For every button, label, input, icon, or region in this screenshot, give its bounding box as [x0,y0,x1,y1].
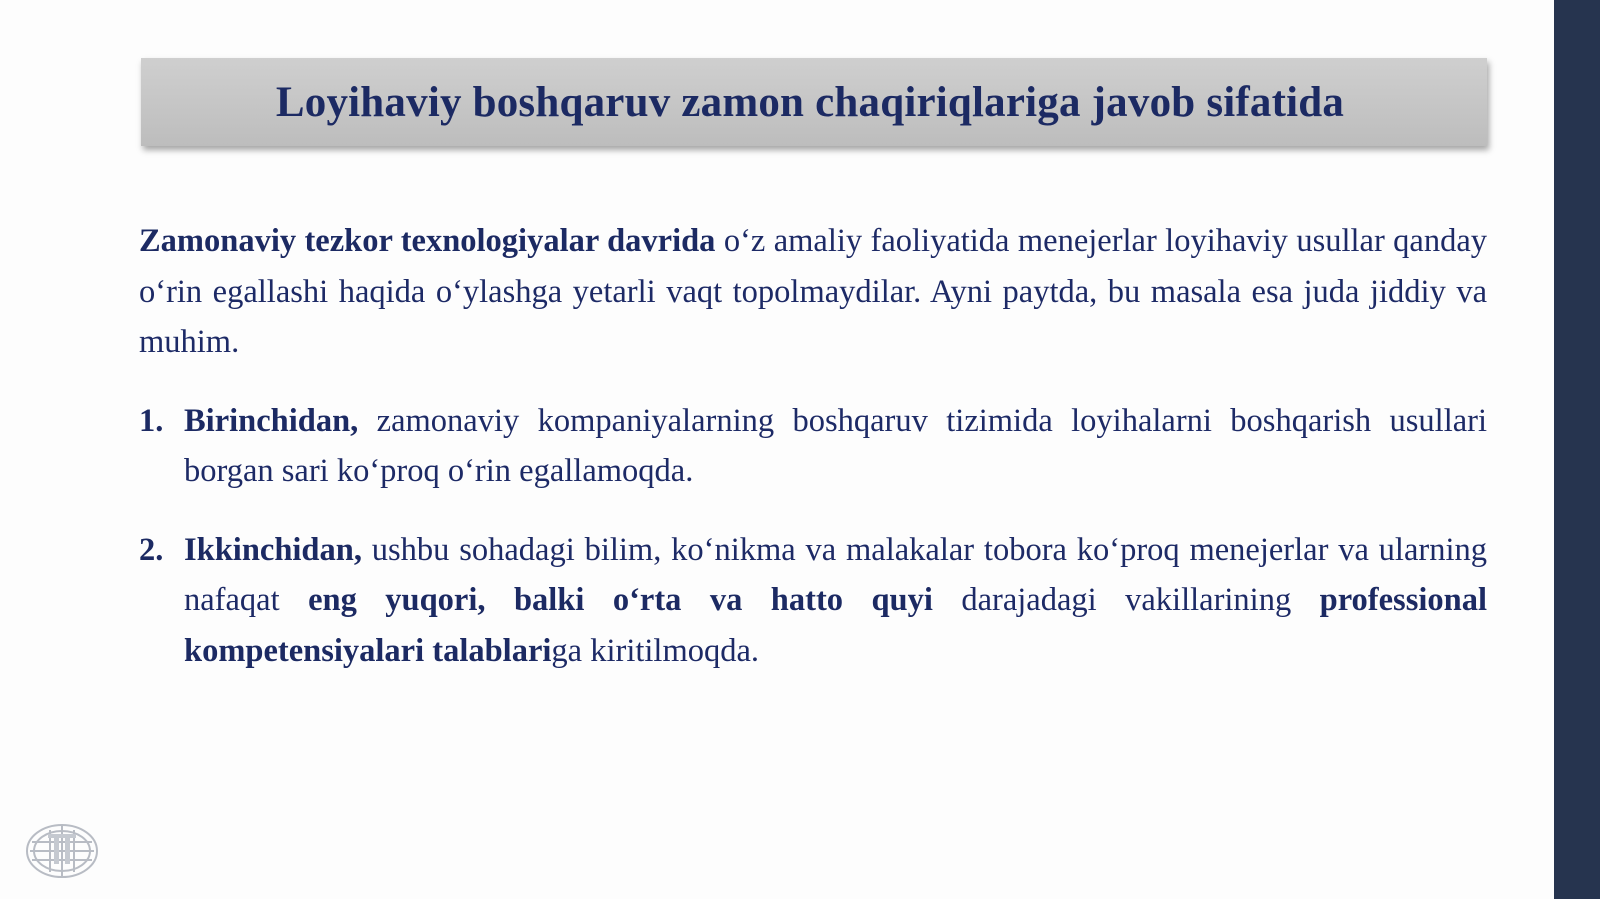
numbered-list [139,396,1487,677]
list-item-text: ga kiritilmoqda. [551,632,760,669]
intro-paragraph [139,216,1487,368]
list-item-number: 1. [139,402,164,439]
list-item-lead: Ikkinchidan, [184,531,362,568]
slide-title: Loyihaviy boshqaruv zamon chaqiriqlariga javob sifatida [275,78,1345,126]
list-item-text: ushbu sohadagi bilim, ko‘nikma va malakalar tobora ko‘proq menejerlar va ularning nafaqat [184,531,1487,618]
list-item-bold-phrase: eng yuqori, balki o‘rta va hatto quyi [308,582,933,618]
list-item-number: 2. [139,531,164,568]
list-item-text: darajadagi vakillarining [932,582,1320,618]
list-item-lead: Birinchidan, [184,402,359,439]
list-item-text: zamonaviy kompaniyalarning boshqaruv tizimida loyihalarni boshqarish usullari borgan sari ko‘proq o‘rin egallamoqda. [184,402,1487,489]
institution-emblem-icon [24,822,100,880]
list-item-bold-phrase: professional kompetensiyalari talablari [184,582,1487,669]
intro-text: o‘z amaliy faoliyatida menejerlar loyihaviy usullar qanday o‘rin egallashi haqida o‘ylashga yetarli vaqt topolmaydilar. Ayni paytda, bu masala esa juda jiddiy va muhim. [139,223,1488,360]
list-item [139,396,1487,497]
side-band [1554,0,1600,899]
list-item [139,525,1487,677]
slide-content [139,216,1487,704]
title-bar [141,58,1487,146]
intro-bold-phrase: Zamonaviy tezkor texnologiyalar davrida [139,223,716,259]
